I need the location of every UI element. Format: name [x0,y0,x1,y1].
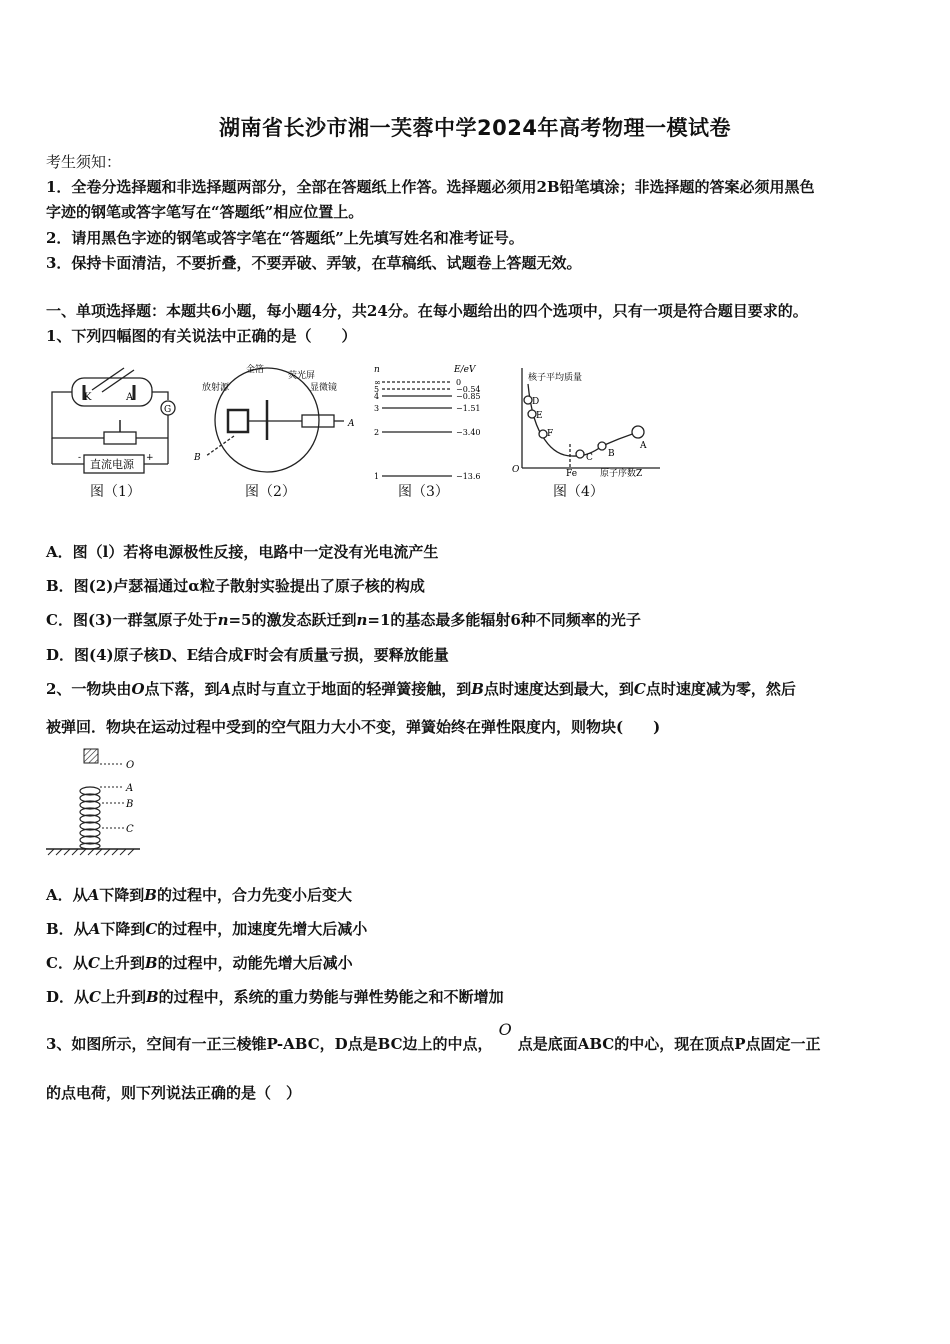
label-b: B [194,453,201,463]
page-title: 湖南省长沙市湘一芙蓉中学2024年高考物理一模试卷 [219,116,731,140]
level-e-1: −0.54 [456,385,481,394]
level-e-0: 0 [456,378,462,387]
section-heading: 一、单项选择题：本题共6小题，每小题4分，共24分。在每小题给出的四个选项中，只有一项是符合题目要求的。 [46,302,808,320]
level-e-4: −3.40 [456,428,481,437]
q3-stem-line-2: 的点电荷，则下列说法正确的是（ ） [46,1084,302,1102]
caption-figure-4: 图（4） [553,484,604,500]
q1-option-a: A．图（l）若将电源极性反接，电路中一定没有光电流产生 [46,543,439,561]
source-box [228,410,248,432]
coil [80,787,100,849]
level-n-2: 4 [374,392,380,401]
level-n-4: 2 [374,428,380,437]
q2-option-c: C．从C上升到B的过程中，动能先增大后减小 [46,954,353,972]
caption-figure-1: 图（1） [90,484,141,500]
label-source: 放射源 [202,383,230,393]
label-a: A [126,392,134,403]
fe-label: Fe [566,469,578,479]
q1-option-c: C．图(3)一群氢原子处于n=5的激发态跃迁到n=1的基态最多能辐射6种不同频率的光子 [46,611,641,629]
level-n-3: 3 [374,404,380,413]
point-c: C [586,453,593,463]
label-a: A [126,783,134,794]
point-a: A [640,441,647,451]
microscope-tube [302,415,334,427]
point-f: F [547,429,554,439]
q2-option-d: D．从C上升到B的过程中，系统的重力势能与弹性势能之和不断增加 [46,988,504,1006]
caption-figure-2: 图（2） [245,484,296,500]
q2-option-a: A．从A下降到B的过程中，合力先变小后变大 [46,886,352,904]
label-screen: 荧光屏 [288,371,316,381]
label-a: A [348,419,355,429]
header-e: E/eV [454,365,476,375]
block [84,749,98,763]
notice-line-1a: 1．全卷分选择题和非选择题两部分，全部在答题纸上作答。选择题必须用2B铅笔填涂；非选择题的答案必须用黑色 [46,178,815,196]
notice-line-2: 2．请用黑色字迹的钢笔或答字笔在“答题纸”上先填写姓名和准考证号。 [46,229,524,247]
level-n-5: 1 [374,472,380,480]
q3-o-symbol: O [498,1020,512,1039]
xlabel: 原子序数Z [600,469,643,479]
figure-spring [44,745,154,860]
label-g: G [164,405,172,415]
level-e-3: −1.51 [456,404,481,413]
notice-line-1b: 字迹的钢笔或答字笔写在“答题纸”相应位置上。 [46,203,364,221]
figure-1-photoelectric-circuit [44,360,184,475]
label-gold-foil: 金箔 [246,365,265,375]
q1-option-b: B．图(2)卢瑟福通过α粒子散射实验提出了原子核的构成 [46,577,425,595]
label-o: O [126,760,135,771]
level-n-0: ∞ [374,378,381,387]
q2-stem-line-2: 被弹回．物块在运动过程中受到的空气阻力大小不变，弹簧始终在弹性限度内，则物块( ) [46,718,661,736]
point-d: D [532,397,540,407]
q1-option-d: D．图(4)原子核D、E结合成F时会有质量亏损，要释放能量 [46,646,449,664]
label-c: C [126,824,134,835]
q2-option-b: B．从A下降到C的过程中，加速度先增大后减小 [46,920,368,938]
label-k: K [84,392,92,403]
notice-header: 考生须知： [46,153,122,171]
label-dc-supply: 直流电源 [90,458,134,471]
point-e: E [536,411,543,421]
header-n: n [374,365,380,375]
level-e-5: −13.6 [456,472,481,480]
label-microscope: 显微镜 [310,383,338,393]
notice-line-3: 3．保持卡面清洁，不要折叠，不要弄破、弄皱，在草稿纸、试题卷上答题无效。 [46,254,582,272]
point-b: B [608,449,615,459]
label-b: B [126,799,134,810]
curve [528,384,638,456]
figure-3-energy-levels [370,360,490,480]
caption-figure-3: 图（3） [398,484,449,500]
rheostat [104,432,136,444]
q1-stem: 1、下列四幅图的有关说法中正确的是（ ） [46,327,357,345]
level-n-1: 5 [374,385,380,394]
ylabel: 核子平均质量 [528,373,583,383]
level-e-2: −0.85 [456,392,481,401]
figure-4-nucleon-mass-curve [510,364,670,479]
label-plus: + [146,453,154,463]
label-minus: - [78,453,82,463]
q2-stem-line-1: 2、一物块由O点下落，到A点时与直立于地面的轻弹簧接触，到B点时速度达到最大，到C点时速度减为零，然后 [46,680,796,698]
q3-stem-line-1: 3、如图所示，空间有一正三棱锥P-ABC，D点是BC边上的中点，O点是底面ABC的中心，现在顶点P点固定一正 [46,1020,821,1053]
origin: O [512,465,520,475]
figure-2-alpha-scattering [192,360,362,475]
